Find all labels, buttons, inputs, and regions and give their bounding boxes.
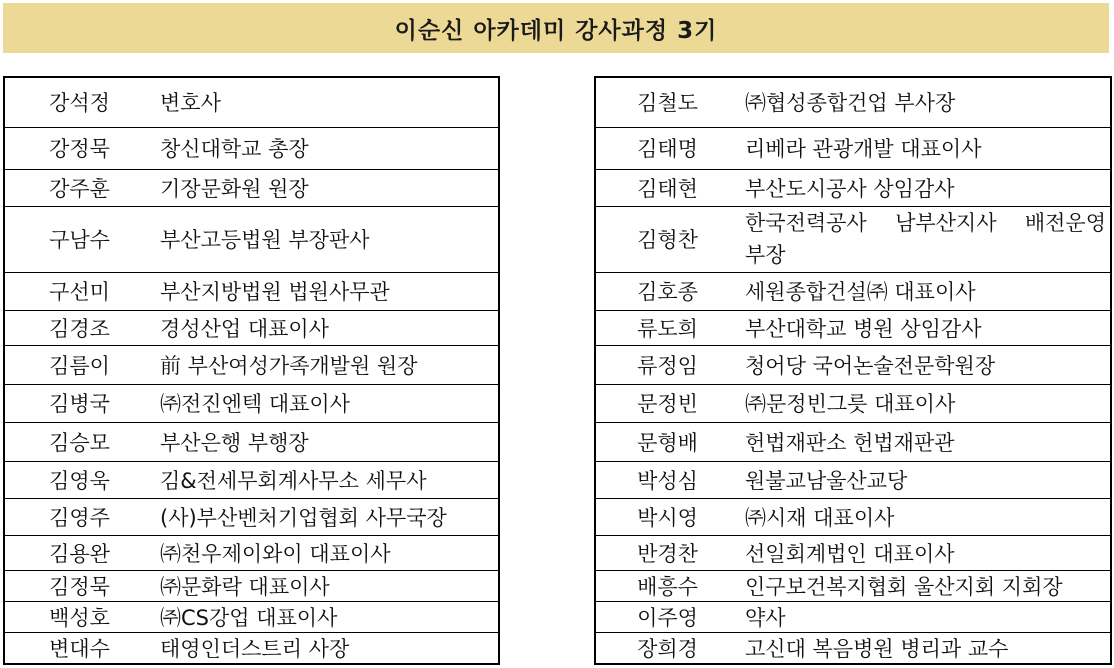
member-role: 부산지방법원 법원사무관	[154, 272, 499, 310]
member-role-line-2: 부장	[745, 243, 786, 267]
table-row	[595, 77, 1111, 127]
member-name: 류도희	[595, 310, 739, 345]
member-name: 김승모	[4, 422, 154, 461]
member-name: 김영욱	[4, 461, 154, 498]
member-name: 김름이	[4, 345, 154, 384]
member-name: 구선미	[4, 272, 154, 310]
member-name: 김태현	[595, 169, 739, 206]
member-name: 김철도	[595, 77, 739, 127]
member-role: ㈜시재 대표이사	[739, 498, 1111, 535]
member-role: 리베라 관광개발 대표이사	[739, 127, 1111, 169]
member-name: 김병국	[4, 384, 154, 422]
member-role: 청어당 국어논술전문학원장	[739, 345, 1111, 384]
table-row	[4, 422, 499, 461]
member-name: 김정묵	[4, 570, 154, 601]
table-row	[595, 535, 1111, 570]
member-name: 김경조	[4, 310, 154, 345]
table-row	[4, 169, 499, 206]
member-role: ㈜천우제이와이 대표이사	[154, 535, 499, 570]
table-row	[595, 498, 1111, 535]
member-role	[739, 206, 1111, 272]
table-row	[4, 310, 499, 345]
member-name: 장희경	[595, 632, 739, 664]
table-row	[4, 345, 499, 384]
table-row	[595, 206, 1111, 272]
table-row	[4, 535, 499, 570]
table-row	[595, 345, 1111, 384]
member-role: 부산은행 부행장	[154, 422, 499, 461]
member-name: 박시영	[595, 498, 739, 535]
member-name: 김형찬	[595, 206, 739, 272]
roster-table-left	[3, 76, 500, 665]
table-row	[4, 601, 499, 632]
table-row	[4, 206, 499, 272]
table-row	[595, 461, 1111, 498]
member-name: 백성호	[4, 601, 154, 632]
table-row	[4, 127, 499, 169]
member-role: 기장문화원 원장	[154, 169, 499, 206]
member-name: 반경찬	[595, 535, 739, 570]
table-row	[595, 570, 1111, 601]
member-name: 강정묵	[4, 127, 154, 169]
member-name: 김호종	[595, 272, 739, 310]
member-role: ㈜문정빈그릇 대표이사	[739, 384, 1111, 422]
member-role: 김&전세무회계사무소 세무사	[154, 461, 499, 498]
member-role: 부산도시공사 상임감사	[739, 169, 1111, 206]
member-name: 이주영	[595, 601, 739, 632]
member-role: 부산대학교 병원 상임감사	[739, 310, 1111, 345]
member-role: 부산고등법원 부장판사	[154, 206, 499, 272]
member-role: 변호사	[154, 77, 499, 127]
member-role: 前 부산여성가족개발원 원장	[154, 345, 499, 384]
member-role: 경성산업 대표이사	[154, 310, 499, 345]
table-row	[595, 601, 1111, 632]
member-name: 강주훈	[4, 169, 154, 206]
member-name: 배흥수	[595, 570, 739, 601]
member-role: 고신대 복음병원 병리과 교수	[739, 632, 1111, 664]
member-name: 강석정	[4, 77, 154, 127]
member-role: 선일회계법인 대표이사	[739, 535, 1111, 570]
member-name: 김영주	[4, 498, 154, 535]
member-name: 변대수	[4, 632, 154, 664]
table-row	[595, 632, 1111, 664]
table-row	[4, 498, 499, 535]
table-row	[595, 127, 1111, 169]
member-role: 창신대학교 총장	[154, 127, 499, 169]
member-role-line-1: 한국전력공사 남부산지사 배전운영	[745, 211, 1106, 235]
table-row	[595, 272, 1111, 310]
table-row	[595, 169, 1111, 206]
member-role: 헌법재판소 헌법재판관	[739, 422, 1111, 461]
table-row	[4, 384, 499, 422]
member-name: 박성심	[595, 461, 739, 498]
member-role: 세원종합건설㈜ 대표이사	[739, 272, 1111, 310]
member-role: 태영인더스트리 사장	[154, 632, 499, 664]
roster-table-right	[594, 76, 1112, 665]
table-row	[4, 570, 499, 601]
member-name: 류정임	[595, 345, 739, 384]
member-role: (사)부산벤처기업협회 사무국장	[154, 498, 499, 535]
member-role: ㈜전진엔텍 대표이사	[154, 384, 499, 422]
member-role: 인구보건복지협회 울산지회 지회장	[739, 570, 1111, 601]
table-row	[4, 461, 499, 498]
member-name: 문형배	[595, 422, 739, 461]
member-name: 문정빈	[595, 384, 739, 422]
table-row	[4, 272, 499, 310]
member-name: 김태명	[595, 127, 739, 169]
table-row	[595, 310, 1111, 345]
member-name: 구남수	[4, 206, 154, 272]
member-role: ㈜협성종합건업 부사장	[739, 77, 1111, 127]
member-name: 김용완	[4, 535, 154, 570]
member-role: 원불교남울산교당	[739, 461, 1111, 498]
title-banner	[3, 3, 1109, 53]
member-role: ㈜문화락 대표이사	[154, 570, 499, 601]
table-row	[4, 77, 499, 127]
page-title: 이순신 아카데미 강사과정 3기	[394, 17, 718, 44]
member-role: 약사	[739, 601, 1111, 632]
table-row	[595, 384, 1111, 422]
table-row	[4, 632, 499, 664]
member-role: ㈜CS강업 대표이사	[154, 601, 499, 632]
table-row	[595, 422, 1111, 461]
